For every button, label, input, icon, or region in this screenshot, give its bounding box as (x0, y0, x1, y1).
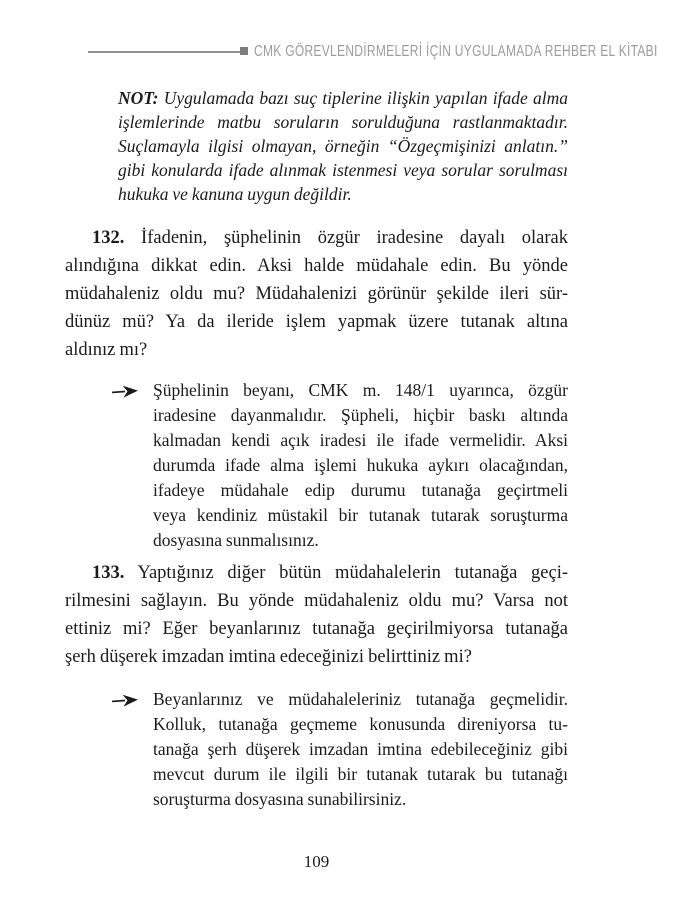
text-line: alındığına dikkat edin. Aksi halde müdahale edin. Bu yönde (65, 256, 568, 276)
paragraph-132 (65, 224, 568, 364)
paragraph-133-first-line (65, 559, 568, 587)
text-line: tanağa şerh düşerek imzadan imtina edebileceğiniz gibi (153, 739, 568, 759)
note-first-line (118, 86, 568, 110)
page-number: 109 (303, 852, 330, 871)
text-line: ifadeye müdahale edip durumu tutanağa geçirtmeli (153, 480, 568, 500)
header-rule-square-icon (240, 47, 248, 55)
text-line: iradesine dayanmalıdır. Şüpheli, hiçbir baskı altında (153, 405, 568, 425)
arrow-bullet-icon (112, 378, 153, 553)
text-line: Kolluk, tutanağa geçmeme konusunda direniyorsa tu- (153, 714, 568, 734)
page-header (88, 42, 670, 62)
text-line: şerh düşerek imzadan imtina edeceğinizi belirttiniz mi? (65, 647, 472, 667)
text-line: dünüz mü? Ya da ileride işlem yapmak üzere tutanak altına (65, 312, 568, 332)
text-line: veya kendiniz müstakil bir tutanak tutarak soruşturma (153, 505, 568, 525)
text-line: soruşturma dosyasına sunabilirsiniz. (153, 789, 407, 809)
text-line: Şüphelinin beyanı, CMK m. 148/1 uyarınca, özgür (153, 380, 568, 400)
paragraph-133 (65, 559, 568, 671)
text-column (65, 86, 568, 812)
text-line: kalmadan kendi açık iradesi ile ifade vermelidir. Aksi (153, 430, 568, 450)
paragraph-133-lines (65, 587, 568, 671)
text-line: rilmesini sağlayın. Bu yönde müdahaleniz oldu mu? Varsa not (65, 591, 568, 611)
bullet-item-133 (65, 687, 568, 812)
paragraph-133-first-line-text: Yaptığınız diğer bütün müdahalelerin tutanağa geçi- (137, 563, 568, 583)
note-lines (118, 110, 568, 206)
paragraph-132-lines (65, 252, 568, 364)
text-line: aldınız mı? (65, 340, 148, 360)
bullet-132-lines (153, 378, 568, 553)
text-line: mevcut durum ile ilgili bir tutanak tutarak bu tutanağı (153, 764, 568, 784)
arrow-bullet-icon (112, 687, 153, 812)
text-line: Suçlamayla ilgisi olmayan, örneğin “Özgeçmişinizi anlatın.” (118, 136, 568, 156)
paragraph-132-number: 132. (92, 228, 125, 248)
note-block (118, 86, 568, 206)
paragraph-132-first-line-text: İfadenin, şüphelinin özgür iradesine dayalı olarak (141, 228, 569, 248)
text-line: ettiniz mi? Eğer beyanlarınız tutanağa geçirilmiyorsa tutanağa (65, 619, 568, 639)
note-label: NOT: (118, 88, 159, 108)
text-line: Beyanlarınız ve müdahaleleriniz tutanağa geçmelidir. (153, 689, 568, 709)
running-head-title: CMK GÖREVLENDİRMELERİ İÇİN UYGULAMADA REHBER EL KİTABI (254, 43, 658, 60)
bullet-item-132 (65, 378, 568, 553)
text-line: müdahaleniz oldu mu? Müdahalenizi görünür şekilde ileri sür- (65, 284, 568, 304)
text-line: hukuka ve kanuna uygun değildir. (118, 184, 352, 204)
text-line: işlemlerinde matbu soruların sorulduğuna rastlanmaktadır. (118, 112, 568, 132)
paragraph-132-first-line (65, 224, 568, 252)
header-rule-line (88, 51, 240, 53)
text-line: dosyasına sunmalısınız. (153, 530, 319, 550)
text-line: gibi konularda ifade alınmak istenmesi veya sorular sorulması (118, 160, 568, 180)
text-line: durumda ifade alma işlemi hukuka aykırı olacağından, (153, 455, 568, 475)
note-first-line-text: Uygulamada bazı suç tiplerine ilişkin yapılan ifade alma (163, 88, 569, 108)
bullet-133-lines (153, 687, 568, 812)
paragraph-133-number: 133. (92, 563, 125, 583)
